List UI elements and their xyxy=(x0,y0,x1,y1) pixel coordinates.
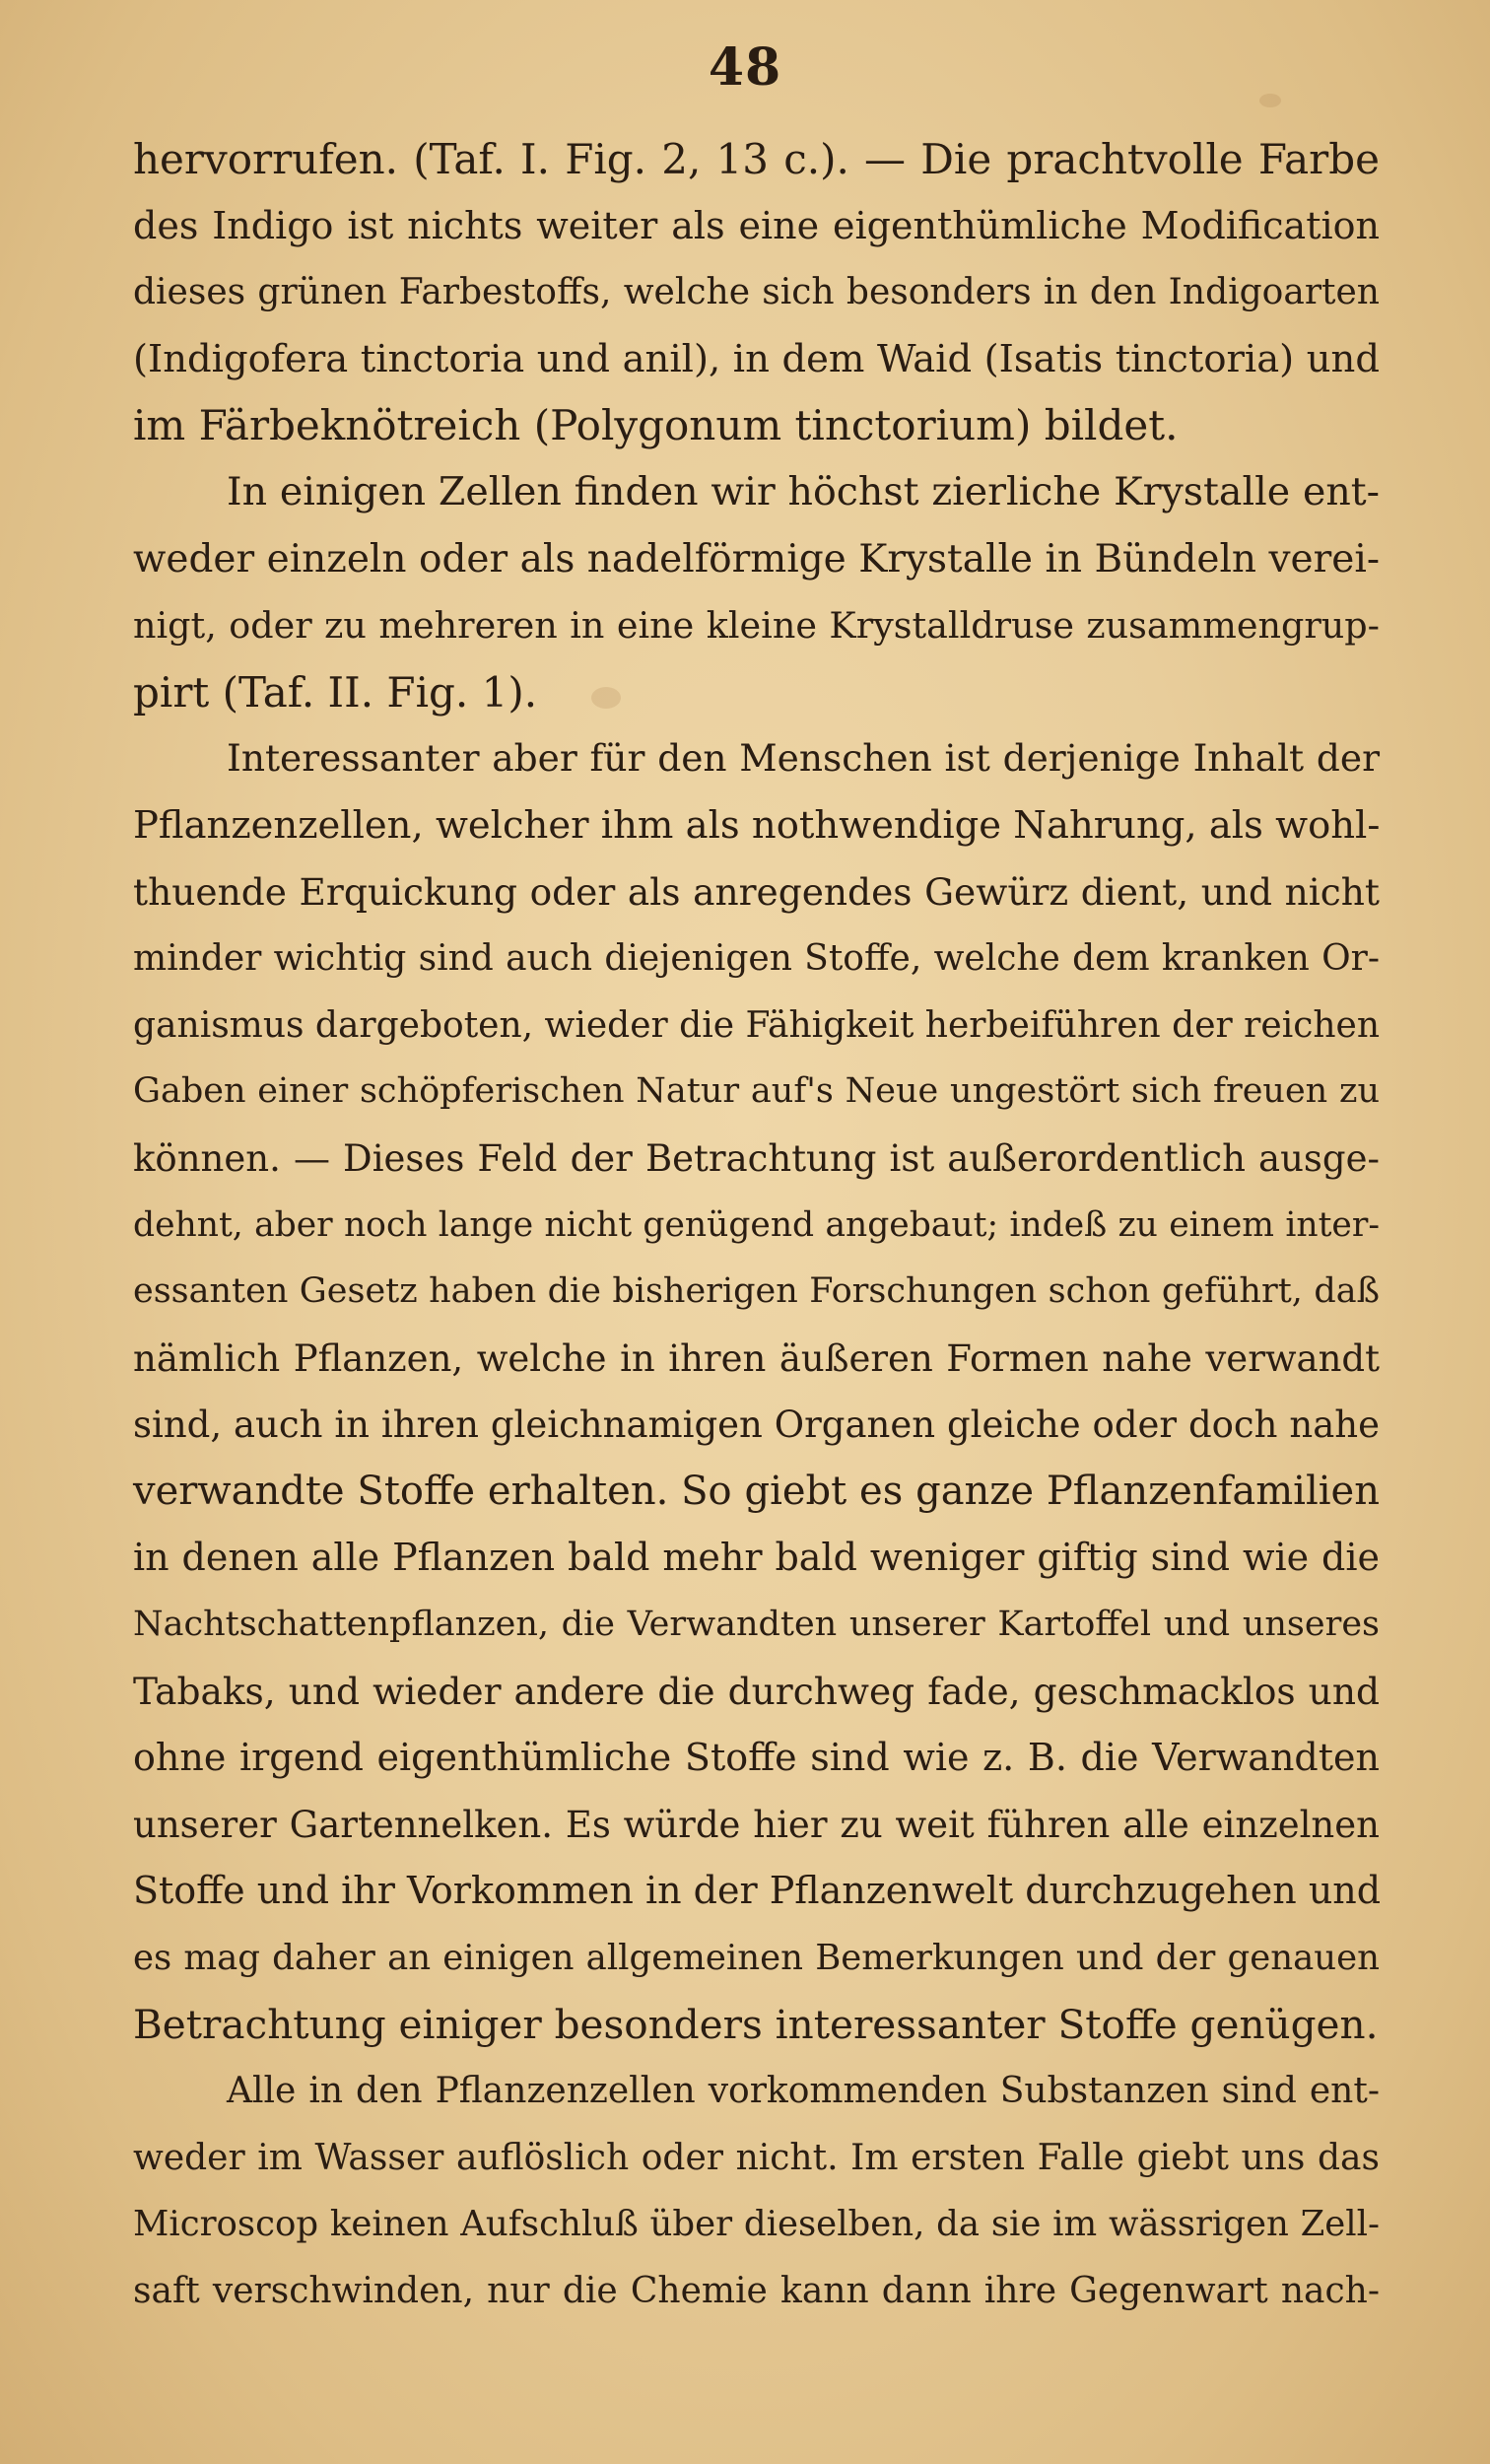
text-line: des Indigo ist nichts weiter als eine eigenthümliche Modification xyxy=(133,203,1380,247)
text-line: hervorrufen. (Taf. I. Fig. 2, 13 c.). — Die prachtvolle Farbe xyxy=(133,135,1380,183)
text-line: Nachtschattenpflanzen, die Verwandten unserer Kartoffel und unseres xyxy=(133,1605,1380,1645)
text-line: Tabaks, und wieder andere die durchweg fade, geschmacklos und xyxy=(133,1669,1380,1713)
text-line: dieses grünen Farbestoffs, welche sich besonders in den Indigoarten xyxy=(133,272,1380,313)
text-line: weder im Wasser auflöslich oder nicht. Im ersten Falle giebt uns das xyxy=(133,2137,1380,2178)
text-line: in denen alle Pflanzen bald mehr bald weniger giftig sind wie die xyxy=(133,1536,1380,1580)
text-line: können. — Dieses Feld der Betrachtung ist außerordentlich ausge- xyxy=(133,1136,1380,1180)
text-line: In einigen Zellen finden wir höchst zierliche Krystalle ent- xyxy=(227,468,1380,514)
text-line: pirt (Taf. II. Fig. 1). xyxy=(133,667,538,717)
text-line: Stoffe und ihr Vorkommen in der Pflanzenwelt durchzugehen und xyxy=(133,1869,1382,1913)
text-line: nämlich Pflanzen, welche in ihren äußeren Formen nahe verwandt xyxy=(133,1336,1380,1380)
text-line: saft verschwinden, nur die Chemie kann dann ihre Gegenwart nach- xyxy=(133,2271,1380,2311)
text-line: Interessanter aber für den Menschen ist derjenige Inhalt der xyxy=(227,736,1380,781)
text-line: thuende Erquickung oder als anregendes Gewürz dient, und nicht xyxy=(133,869,1380,914)
text-line: Betrachtung einiger besonders interessanter Stoffe genügen. xyxy=(133,2000,1379,2048)
text-line: Gaben einer schöpferischen Natur auf's Neue ungestört sich freuen zu xyxy=(133,1071,1380,1112)
text-line: Alle in den Pflanzenzellen vorkommenden Substanzen sind ent- xyxy=(227,2071,1380,2112)
text-line: minder wichtig sind auch diejenigen Stoffe, welche dem kranken Or- xyxy=(133,938,1380,980)
body-text xyxy=(133,126,1380,2325)
text-line: im Färbeknötreich (Polygonum tinctorium) bildet. xyxy=(133,401,1179,450)
page-number: 48 xyxy=(708,37,782,98)
text-line: weder einzeln oder als nadelförmige Krystalle in Bündeln verei- xyxy=(133,536,1380,582)
text-line: ganismus dargeboten, wieder die Fähigkeit herbeiführen der reichen xyxy=(133,1004,1381,1046)
text-line: sind, auch in ihren gleichnamigen Organen gleiche oder doch nahe xyxy=(133,1403,1380,1447)
text-line: ohne irgend eigenthümliche Stoffe sind wie z. B. die Verwandten xyxy=(133,1736,1380,1780)
text-line: (Indigofera tinctoria und anil), in dem Waid (Isatis tinctoria) und xyxy=(133,336,1380,381)
text-line: verwandte Stoffe erhalten. So giebt es ganze Pflanzenfamilien xyxy=(133,1468,1380,1514)
text-line: es mag daher an einigen allgemeinen Bemerkungen und der genauen xyxy=(133,1938,1380,1979)
text-line: Microscop keinen Aufschluß über dieselben, da sie im wässrigen Zell- xyxy=(133,2204,1380,2245)
text-line: essanten Gesetz haben die bisherigen Forschungen schon geführt, daß xyxy=(133,1271,1380,1312)
text-line: Pflanzenzellen, welcher ihm als nothwendige Nahrung, als wohl- xyxy=(133,802,1381,848)
text-line: unserer Gartennelken. Es würde hier zu weit führen alle einzelnen xyxy=(133,1803,1380,1846)
text-line: nigt, oder zu mehreren in eine kleine Krystalldruse zusammengrup- xyxy=(133,604,1380,648)
text-line: dehnt, aber noch lange nicht genügend angebaut; indeß zu einem inter- xyxy=(133,1204,1380,1245)
